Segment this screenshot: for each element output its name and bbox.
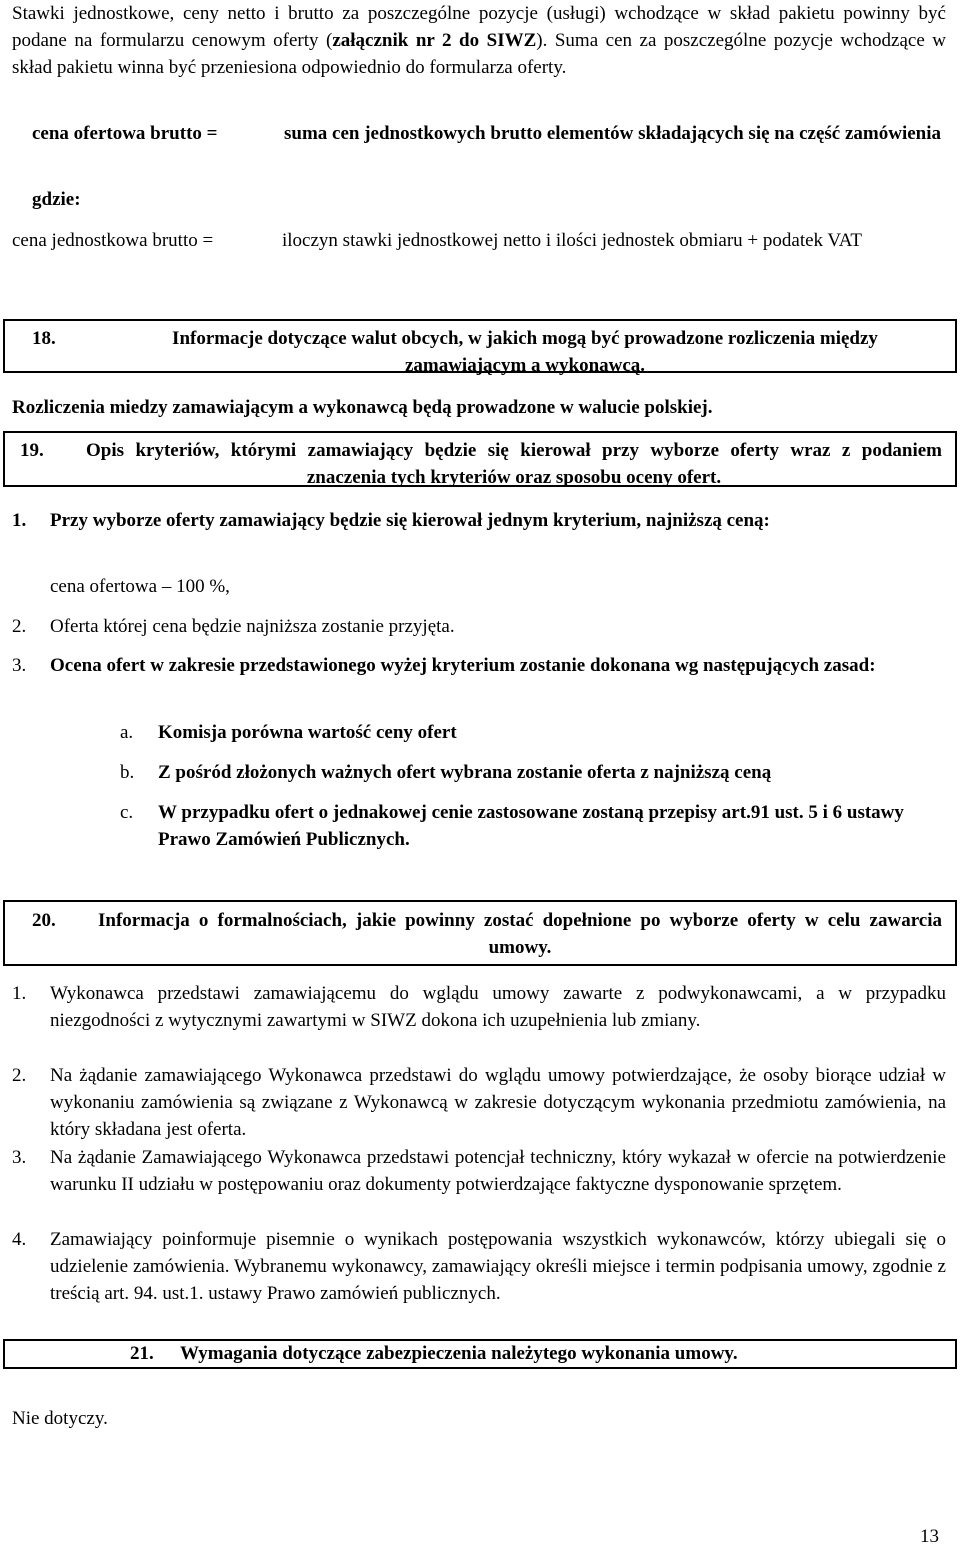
section-20-title: Informacja o formalnościach, jakie powinny zostać dopełnione po wyborze oferty w celu zawarcia umowy. — [98, 910, 942, 958]
criteria-item-1-number: 1. — [12, 510, 27, 531]
section-21-title: Wymagania dotyczące zabezpieczenia należytego wykonania umowy. — [180, 1343, 738, 1364]
formula-unit-rhs: iloczyn stawki jednostkowej netto i ilości jednostek obmiaru + podatek VAT — [282, 230, 862, 251]
section-20-number: 20. — [32, 910, 56, 931]
criteria-item-2-text: Oferta której cena będzie najniższa zostanie przyjęta. — [50, 616, 455, 637]
intro-paragraph — [12, 0, 946, 81]
criteria-item-3-text: Ocena ofert w zakresie przedstawionego wyżej kryterium zostanie dokonana wg następujących zasad: — [50, 655, 876, 676]
criteria-item-2-number: 2. — [12, 616, 27, 637]
formality-item-3-number: 3. — [12, 1147, 27, 1168]
rule-c-text: W przypadku ofert o jednakowej cenie zastosowane zostaną przepisy art.91 ust. 5 i 6 ustawy Prawo Zamówień Publicznych. — [158, 802, 904, 850]
section-18-text: Rozliczenia miedzy zamawiającym a wykonawcą będą prowadzone w walucie polskiej. — [12, 397, 713, 418]
criteria-item-3-number: 3. — [12, 655, 27, 676]
section-19-number: 19. — [20, 440, 44, 461]
intro-attachment-ref: załącznik nr 2 do SIWZ — [332, 30, 537, 51]
intro-text-2: ). Suma cen za poszczególne pozycje wchodzące w skład pakietu winna być przeniesiona odpowiednio do formularza oferty. — [12, 30, 946, 78]
rule-b-letter: b. — [120, 762, 135, 783]
rule-c-letter: c. — [120, 802, 134, 823]
section-21-text: Nie dotyczy. — [12, 1408, 108, 1429]
section-21-number: 21. — [130, 1343, 154, 1364]
intro-text-1: Stawki jednostkowe, ceny netto i brutto za poszczególne pozycje (usługi) wchodzące w skład pakietu powinny być podane na formularzu cenowym oferty ( — [12, 3, 946, 51]
formula-unit-lhs: cena jednostkowa brutto = — [12, 230, 214, 251]
formality-item-3-text: Na żądanie Zamawiającego Wykonawca przedstawi potencjał techniczny, który wykazał w ofercie na potwierdzenie warunku II udziału w postępowaniu oraz dokumenty potwierdzające faktyczne dysponowanie sprzętem. — [50, 1147, 946, 1195]
formula-main-rhs: suma cen jednostkowych brutto elementów składających się na część zamówienia — [284, 123, 942, 144]
criteria-item-1-text: Przy wyborze oferty zamawiający będzie się kierował jednym kryterium, najniższą ceną: — [50, 510, 770, 531]
formality-item-1-text: Wykonawca przedstawi zamawiającemu do wglądu umowy zawarte z podwykonawcami, a w przypadku niezgodności z wytycznymi zawartymi w SIWZ dokona ich uzupełnienia lub zmiany. — [50, 983, 946, 1031]
section-18-title: Informacje dotyczące walut obcych, w jakich mogą być prowadzone rozliczenia między zamawiającym a wykonawcą. — [172, 328, 878, 376]
formality-item-2-text: Na żądanie zamawiającego Wykonawca przedstawi do wglądu umowy potwierdzające, że osoby biorące udział w wykonaniu zamówienia są związane z Wykonawcą w zakresie dotyczącym wykonania przedmiotu zamówienia, na który składana jest oferta. — [50, 1065, 946, 1140]
formality-item-4-number: 4. — [12, 1229, 27, 1250]
section-19-title: Opis kryteriów, którymi zamawiający będzie się kierował przy wyborze oferty wraz z podaniem znaczenia tych kryteriów oraz sposobu oceny ofert. — [86, 440, 942, 488]
formula-where: gdzie: — [32, 189, 81, 210]
section-18-number: 18. — [32, 328, 56, 349]
formality-item-1-number: 1. — [12, 983, 27, 1004]
formality-item-2-number: 2. — [12, 1065, 27, 1086]
formality-item-4-text: Zamawiający poinformuje pisemnie o wynikach postępowania wszystkich wykonawców, którzy ubiegali się o udzielenie zamówienia. Wybranemu wykonawcy, zamawiający określi miejsce i termin podpisania umowy, zgodnie z treścią art. 94. ust.1. ustawy Prawo zamówień publicznych. — [50, 1229, 946, 1304]
rule-a-text: Komisja porówna wartość ceny ofert — [158, 722, 457, 743]
criteria-item-1-sub: cena ofertowa – 100 %, — [50, 576, 230, 597]
page-number: 13 — [920, 1526, 939, 1547]
formula-main-lhs: cena ofertowa brutto = — [32, 123, 218, 144]
rule-b-text: Z pośród złożonych ważnych ofert wybrana zostanie oferta z najniższą ceną — [158, 762, 772, 783]
rule-a-letter: a. — [120, 722, 134, 743]
